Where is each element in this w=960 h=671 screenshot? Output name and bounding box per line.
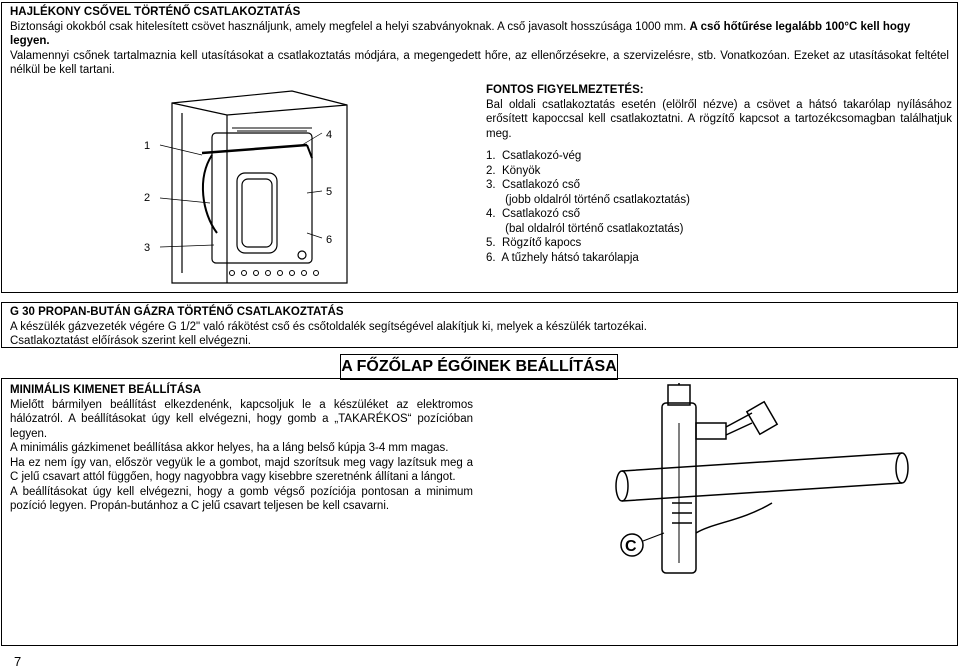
stove-rear-connection-diagram (142, 83, 362, 293)
flexible-hose-paragraph-2: Valamennyi csőnek tartalmaznia kell utasításokat a csatlakoztatás módjára, a megengedett hőre, az ellenőrzésekre, a szervizelésre, stb. Vonatkozóan. Ezeket az utasításokat feltétel nélkül be kell tartani. (10, 49, 949, 76)
important-warning (486, 83, 952, 265)
minimal-output-text (10, 383, 473, 514)
minimal-output-section (1, 378, 958, 646)
parts-list (486, 149, 952, 265)
list-item: 1. Csatlakozó-vég (486, 150, 582, 162)
section-heading: A FŐZŐLAP ÉGŐINEK BEÁLLÍTÁSA (340, 354, 618, 380)
page-number: 7 (14, 654, 22, 669)
figure-label-6: 6 (326, 234, 333, 246)
gas-valve-adjustment-diagram (602, 383, 922, 583)
figure-label-1: 1 (144, 140, 151, 152)
flexible-hose-section (1, 2, 958, 293)
list-item: 5. Rögzítő kapocs (486, 237, 582, 249)
p1-bold: A cső hőtűrése legalább 100°C kell hogy legyen. (10, 20, 911, 47)
p1-normal: Biztonsági okokból csak hitelesített csövet használjunk, amely megfelel a helyi szabványoknak. A cső javasolt hosszúsága 1000 mm. (10, 20, 690, 33)
minimal-paragraph-1: Mielőtt bármilyen beállítást elkezdenénk, kapcsoljuk le a készüléket az elektromos hálózatról. A beállításokat úgy kell elvégezni, hogy gomb a „TAKARÉKOS“ pozícióban legyen. (10, 398, 473, 440)
figure-label-2: 2 (144, 192, 151, 204)
list-item: 3. Csatlakozó cső (486, 179, 580, 191)
figure-label-5: 5 (326, 186, 333, 198)
warning-title: FONTOS FIGYELMEZTETÉS: (486, 84, 644, 96)
figure-label-3: 3 (144, 242, 151, 254)
minimal-paragraph-2: A minimális gázkimenet beállítása akkor helyes, ha a láng belső kúpja 3-4 mm magas. (10, 442, 449, 454)
figure-label-4: 4 (326, 129, 333, 141)
list-item: 2. Könyök (486, 164, 541, 177)
list-item: (bal oldalról történő csatlakoztatás) (486, 222, 684, 235)
warning-text: Bal oldali csatlakoztatás esetén (elölről nézve) a csövet a hátsó takarólap nyílásához erősített kapoccsal kell csatlakoztatni. A rögzítő kapcsot a tartozékcsomagban találhatjuk meg. (486, 98, 952, 140)
list-item: 6. A tűzhely hátsó takarólapja (486, 251, 639, 264)
flexible-hose-paragraph-1 (10, 20, 949, 49)
list-item: (jobb oldalról történő csatlakoztatás) (486, 193, 690, 206)
screw-c-label: C (625, 538, 637, 555)
g30-paragraph-1: A készülék gázvezeték végére G 1/2" való rákötést cső és csőtoldalék segítségével alakítjuk ki, melyek a készülék tartozékai. (10, 320, 647, 333)
minimal-paragraph-3: Ha ez nem így van, először vegyük le a gombot, majd szorítsuk meg vagy lazítsuk meg a C jelű csavart attól függően, hogy nagyobbra vagy kisebbre szeretnénk állítani a lángot. (10, 456, 473, 483)
g30-paragraph-2: Csatlakoztatást előírások szerint kell elvégezni. (10, 335, 251, 347)
list-item: 4. Csatlakozó cső (486, 208, 580, 220)
g30-section (1, 302, 958, 348)
flexible-hose-title: HAJLÉKONY CSŐVEL TÖRTÉNŐ CSATLAKOZTATÁS (10, 6, 301, 18)
minimal-title: MINIMÁLIS KIMENET BEÁLLÍTÁSA (10, 384, 202, 396)
minimal-paragraph-4: A beállításokat úgy kell elvégezni, hogy a gomb végső pozíciója pontosan a minimum pozíció legyen. Propán-butánhoz a C jelű csavart teljesen be kell csavarni. (10, 485, 473, 512)
g30-title: G 30 PROPAN-BUTÁN GÁZRA TÖRTÉNŐ CSATLAKOZTATÁS (10, 306, 344, 318)
